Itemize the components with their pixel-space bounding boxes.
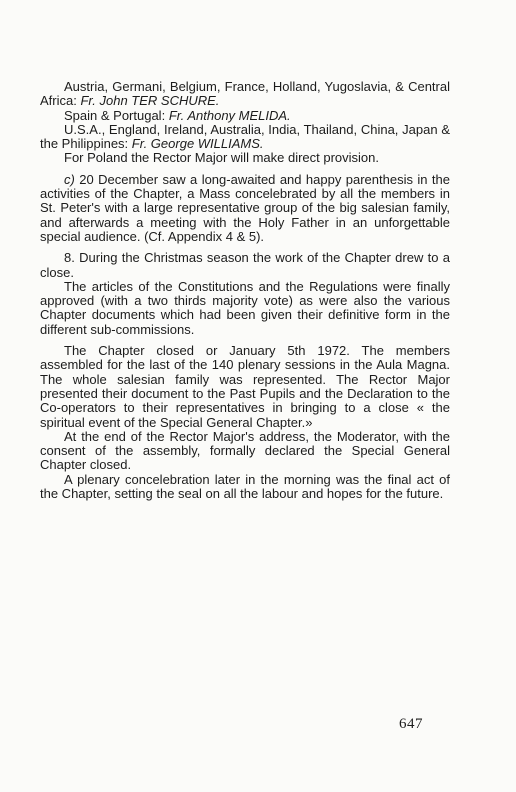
page-number: 647 (399, 716, 423, 732)
paragraph-c-marker: c) (64, 171, 75, 187)
paragraph-8: 8. During the Christmas season the work of the Chapter drew to a close. (40, 250, 450, 280)
paragraph-articles: The articles of the Constitutions and the Regulations were finally approved (with a two thirds majority vote) as were also the various Chapter documents which had been given their definitive form in the different sub-commissions. (40, 278, 450, 337)
assignment-english-speaking (40, 123, 450, 152)
assignment-person: Fr. Anthony MELIDA. (168, 107, 291, 123)
paragraph-c (40, 173, 450, 244)
assignment-person: Fr. John TER SCHURE. (80, 93, 220, 109)
assignment-central-europe (40, 80, 450, 109)
paragraph-moderator: At the end of the Rector Major's address, the Moderator, with the consent of the assembly, formally declared the Special General Chapter closed. (40, 428, 450, 473)
paragraph-c-text: 20 December saw a long-awaited and happy parenthesis in the activities of the Chapter, a Mass concelebrated by all the members in St. Peter's with a large representative group of the big salesian family, and afterwards a meeting with the Holy Father in an unforgettable special audience. (Cf. Appendix 4 & 5). (40, 171, 450, 244)
assignment-spain-portugal (40, 109, 450, 123)
assignment-regions: U.S.A., England, Ireland, Australia, India, Thailand, China, Japan & the Philippines: (40, 121, 450, 152)
assignment-regions: Spain & Portugal: (64, 107, 166, 123)
paragraph-final-act: A plenary concelebration later in the morning was the final act of the Chapter, setting the seal on all the labour and hopes for the future. (40, 471, 450, 502)
document-body (40, 80, 450, 501)
assignment-person: Fr. George WILLIAMS. (131, 136, 264, 152)
assignment-poland: For Poland the Rector Major will make direct provision. (64, 150, 380, 166)
assignment-regions: Austria, Germani, Belgium, France, Holland, Yugoslavia, & Central Africa: (40, 79, 450, 109)
paragraph-chapter-closed: The Chapter closed or January 5th 1972. The members assembled for the last of the 140 plenary sessions in the Aula Magna. The whole salesian family was represented. The Rector Major presented their document to the Past Pupils and the Declaration to the Co-operators to their representatives in bringing to a close « the spiritual event of the Special General Chapter.» (40, 343, 450, 430)
